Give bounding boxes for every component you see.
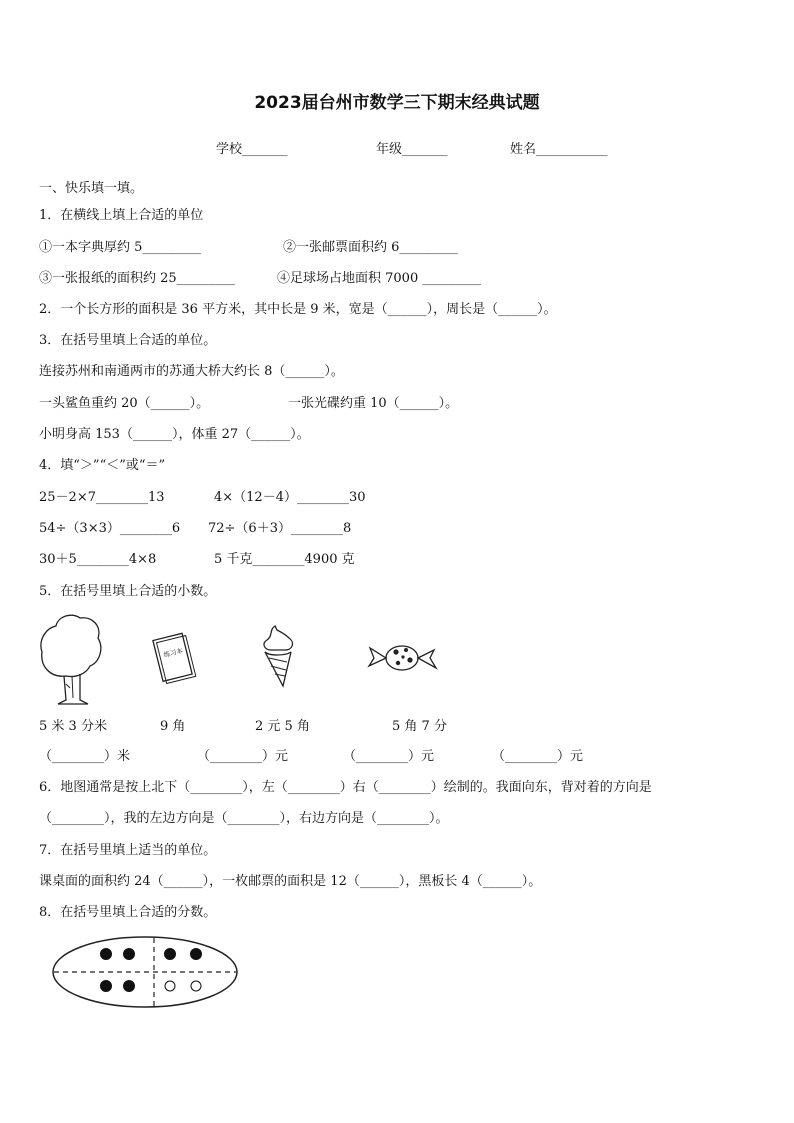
question-1d: ④足球场占地面积 7000 _________: [277, 271, 481, 286]
question-5-title: 5．在括号里填上合适的小数。: [39, 584, 217, 599]
question-3-title: 3．在括号里填上合适的单位。: [39, 333, 217, 348]
answer-blank-3[interactable]: （________）元: [343, 749, 435, 764]
grade-field[interactable]: 年级_______: [376, 142, 448, 157]
page-title: 2023届台州市数学三下期末经典试题: [254, 93, 540, 113]
filled-dot: [101, 981, 112, 992]
empty-dot: [165, 981, 175, 991]
name-field[interactable]: 姓名___________: [510, 142, 608, 157]
question-4-title: 4．填“＞”“＜”或“＝”: [39, 458, 166, 473]
question-3-line2a: 一头鲨鱼重约 20（______）。: [39, 396, 210, 411]
question-7-title: 7．在括号里填上适当的单位。: [39, 843, 217, 858]
question-3-line1: 连接苏州和南通两市的苏通大桥大约长 8（______）。: [39, 364, 344, 379]
filled-dot: [124, 981, 135, 992]
question-3-line2b: 一张光碟约重 10（______）。: [288, 396, 459, 411]
answer-blank-4[interactable]: （________）元: [492, 749, 584, 764]
question-7-line1: 课桌面的面积约 24（______），一枚邮票的面积是 12（______），黑板长 4（______）。: [39, 874, 542, 889]
candy-icon: [366, 640, 438, 676]
filled-dot: [191, 949, 202, 960]
question-4-r3b: 5 千克________4900 克: [214, 552, 355, 567]
question-4-r2a: 54÷（3×3）________6: [39, 521, 181, 536]
filled-dot: [124, 949, 135, 960]
question-1-title: 1．在横线上填上合适的单位: [39, 208, 204, 223]
filled-dot: [101, 949, 112, 960]
amount-label-2: 9 角: [160, 719, 186, 734]
section-heading: 一、快乐填一填。: [39, 181, 144, 196]
question-4-r1b: 4×（12－4）________30: [214, 490, 366, 505]
answer-blank-1[interactable]: （________）米: [39, 749, 131, 764]
question-3-line3: 小明身高 153（______），体重 27（______）。: [39, 427, 310, 442]
answer-blank-2[interactable]: （________）元: [197, 749, 289, 764]
question-8-title: 8．在括号里填上合适的分数。: [39, 905, 217, 920]
tree-illustration: [36, 612, 106, 708]
notebook-illustration: [150, 630, 198, 688]
amount-label-1: 5 米 3 分米: [39, 719, 107, 734]
notebook-label: 练习本: [162, 646, 184, 660]
question-6-line2: （________），我的左边方向是（________），右边方向是（________）。: [39, 811, 449, 826]
filled-dot: [165, 949, 176, 960]
question-4-r2b: 72÷（6＋3）________8: [208, 521, 352, 536]
question-6-line1: 6．地图通常是按上北下（________），左（________）右（________）绘制的。我面向东，背对着的方向是: [39, 780, 652, 795]
dot-oval-figure: [50, 934, 240, 1014]
school-field[interactable]: 学校_______: [216, 142, 288, 157]
question-1b: ②一张邮票面积约 6_________: [283, 240, 458, 255]
amount-label-3: 2 元 5 角: [255, 719, 310, 734]
question-1a: ①一本字典厚约 5_________: [39, 240, 201, 255]
question-4-r1a: 25－2×7________13: [39, 490, 165, 505]
empty-dot: [191, 981, 201, 991]
question-1c: ③一张报纸的面积约 25_________: [39, 271, 236, 286]
question-4-r3a: 30＋5________4×8: [39, 552, 157, 567]
amount-label-4: 5 角 7 分: [392, 719, 447, 734]
ice-cream-icon: [255, 622, 301, 690]
question-2: 2．一个长方形的面积是 36 平方米，其中长是 9 米，宽是（______），周长是（______）。: [39, 302, 557, 317]
